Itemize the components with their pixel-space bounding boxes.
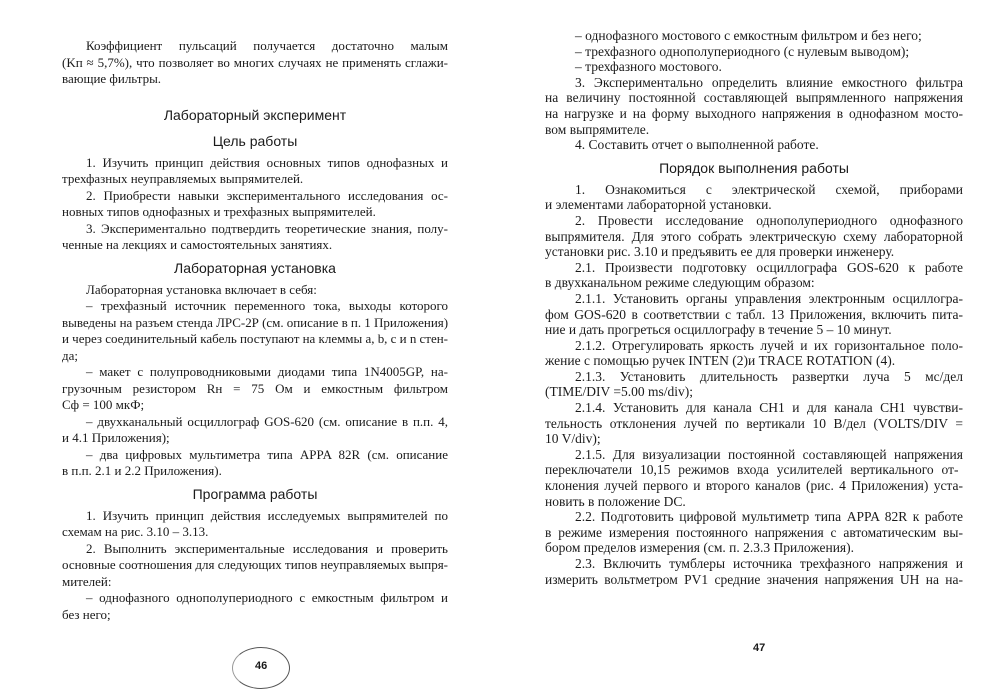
text-line-content: 2.2. Подготовить цифровой мультиметр типа APPA 82R к работе xyxy=(575,509,963,525)
text-line-content: 2.1. Произвести подготовку осциллографа GOS-620 к работе xyxy=(575,259,963,275)
text-line-content: 2. Провести исследование однополупериодного однофазного xyxy=(575,212,963,228)
paragraph xyxy=(62,221,448,254)
text-line xyxy=(545,494,963,510)
text-line-content: 10 V/div); xyxy=(545,431,601,447)
text-line xyxy=(62,71,448,88)
text-line xyxy=(62,298,448,315)
text-line-content: и элементами лабораторной установки. xyxy=(545,197,772,213)
text-line xyxy=(62,364,448,381)
text-line-content: 2.1.4. Установить для канала CH1 и для канала CH1 чувстви- xyxy=(575,400,963,416)
text-line-content: вающие фильтры. xyxy=(62,71,162,86)
text-line-content: – трехфазный источник переменного тока, выходы которого xyxy=(86,298,448,313)
text-line-content: основные соотношения для следующих типов неуправляемых выпря- xyxy=(62,557,448,572)
text-line xyxy=(545,307,963,323)
paragraph xyxy=(545,369,963,400)
text-line xyxy=(545,322,963,338)
text-line-content: 2.3. Включить тумблеры источника трехфазного напряжения и xyxy=(575,556,963,571)
text-line xyxy=(62,331,448,348)
page-number-left: 46 xyxy=(255,660,268,672)
paragraph xyxy=(62,364,448,414)
text-line-content: 2.1.1. Установить органы управления электронным осциллогра- xyxy=(575,290,963,306)
text-line-content: Лабораторная установка включает в себя: xyxy=(86,281,317,297)
paragraph xyxy=(62,541,448,591)
text-line xyxy=(545,44,963,60)
section-heading: Цель работы xyxy=(212,132,298,149)
paragraph xyxy=(545,260,963,291)
text-line xyxy=(62,607,448,624)
text-line-content: 1. Изучить принцип действия исследуемых выпрямителей по xyxy=(86,507,448,523)
text-line xyxy=(62,188,448,205)
text-line-content: жение с помощью ручек INTEN (2)и TRACE ROTATION (4). xyxy=(545,353,896,369)
text-line-content: (Kп ≈ 5,7%), что позволяет во многих случаях не применять сглажи- xyxy=(62,54,448,70)
paragraph xyxy=(545,556,963,587)
text-line xyxy=(545,525,963,541)
text-line-content: да; xyxy=(62,347,78,363)
text-line xyxy=(62,541,448,558)
text-line xyxy=(62,430,448,447)
text-line-content: – два цифровых мультиметра типа APPA 82R (см. описание xyxy=(86,446,448,462)
text-line xyxy=(62,204,448,221)
text-line xyxy=(62,348,448,365)
right-page-text xyxy=(545,28,963,587)
text-line xyxy=(62,590,448,607)
text-line-content: клонения лучей первого и второго каналов (рис. 4 Приложения) уста- xyxy=(545,478,963,494)
right-page xyxy=(503,0,1006,697)
paragraph xyxy=(545,338,963,369)
text-line-content: – трехфазного мостового. xyxy=(575,59,722,75)
paragraph xyxy=(545,137,963,153)
text-line-content: – макет с полупроводниковыми диодами типа 1N4005GP, на- xyxy=(86,364,448,379)
text-line xyxy=(545,338,963,354)
text-line xyxy=(545,478,963,494)
text-line-content: выведены на разъем стенда ЛРС-2Р (см. описание в п. 1 Приложения) xyxy=(62,314,449,330)
text-line-content: на величину постоянной составляющей выпрямленного напряжения xyxy=(545,90,963,106)
text-line-content: установки рис. 3.10 и предъявить ее для проверки инженеру. xyxy=(545,244,895,260)
text-line-content: 2. Приобрести навыки экспериментального исследования ос- xyxy=(86,187,448,203)
paragraph xyxy=(62,282,448,299)
text-line xyxy=(545,509,963,525)
paragraph xyxy=(545,182,963,213)
text-line-content: новить в положение DC. xyxy=(545,493,686,509)
paragraph xyxy=(545,28,963,44)
paragraph xyxy=(545,59,963,75)
text-line xyxy=(62,557,448,574)
text-line-content: переключатели 10,15 режимов входа усилителей вертикального от- xyxy=(545,462,959,478)
text-line-content: ченные на лекциях и самостоятельных занятиях. xyxy=(62,237,333,252)
text-line xyxy=(545,447,963,463)
paragraph xyxy=(545,75,963,137)
section-heading: Лабораторная установка xyxy=(174,259,336,276)
text-line-content: в п.п. 2.1 и 2.2 Приложения). xyxy=(62,463,222,478)
text-line-content: грузочным резистором Rн = 75 Ом и емкостным фильтром xyxy=(62,380,448,396)
text-line xyxy=(545,353,963,369)
text-line-content: схемам на рис. 3.10 – 3.13. xyxy=(62,524,209,539)
text-line xyxy=(545,90,963,106)
paragraph xyxy=(62,508,448,541)
text-line-content: (TIME/DIV =5.00 ms/div); xyxy=(545,384,693,400)
text-line xyxy=(62,55,448,72)
paragraph xyxy=(62,447,448,480)
text-line-content: бором пределов измерения (см. п. 2.3.3 Приложения). xyxy=(545,540,855,556)
text-line xyxy=(545,28,963,44)
text-line-content: ние и дать прогреться осциллографу в течение 5 – 10 минут. xyxy=(545,322,892,338)
text-line-content: – однофазного однополупериодного с емкостным фильтром и xyxy=(86,590,448,605)
text-line xyxy=(545,431,963,447)
text-line xyxy=(62,221,448,238)
text-line-content: новных типов однофазных и трехфазных выпрямителей. xyxy=(62,204,376,219)
text-line xyxy=(62,574,448,591)
text-line xyxy=(545,572,963,588)
text-line xyxy=(545,275,963,291)
text-line-content: без него; xyxy=(62,606,111,622)
text-line xyxy=(545,197,963,213)
text-line xyxy=(62,381,448,398)
text-line xyxy=(62,38,448,55)
text-line xyxy=(545,384,963,400)
text-line-content: 2.1.3. Установить длительность развертки луча 5 мс/дел xyxy=(575,368,963,384)
text-line xyxy=(545,416,963,432)
text-line-content: и через соединительный кабель поступают на клеммы a, b, c и n стен- xyxy=(62,331,448,346)
paragraph xyxy=(545,447,963,509)
text-line xyxy=(62,155,448,172)
text-line-content: трехфазных неуправляемых выпрямителей. xyxy=(62,171,304,186)
text-line-content: мителей: xyxy=(62,573,112,589)
text-line-content: 2.1.5. Для визуализации постоянной составляющей напряжения xyxy=(575,446,963,462)
text-line-content: 3. Экспериментально определить влияние емкостного фильтра xyxy=(575,74,963,90)
text-line xyxy=(62,414,448,431)
text-line xyxy=(62,508,448,525)
paragraph xyxy=(545,44,963,60)
text-line-content: 4. Составить отчет о выполненной работе. xyxy=(575,137,819,153)
paragraph xyxy=(62,414,448,447)
text-line-content: тельность отклонения лучей по вертикали 10 В/дел (VOLTS/DIV = xyxy=(545,415,963,431)
paragraph xyxy=(545,400,963,447)
text-line-content: измерить вольтметром PV1 средние значения напряжения UН на на- xyxy=(545,571,963,587)
text-line-content: – двухканальный осциллограф GOS-620 (см. описание в п.п. 4, xyxy=(86,413,448,429)
text-line xyxy=(545,244,963,260)
text-line xyxy=(545,540,963,556)
text-line-content: фом GOS-620 в соответствии с табл. 13 Приложения, включить пита- xyxy=(545,306,963,322)
text-line xyxy=(545,59,963,75)
text-line xyxy=(62,397,448,414)
text-line xyxy=(62,237,448,254)
text-line-content: на нагрузке и на форму выходного напряжения в однофазном мосто- xyxy=(545,105,963,121)
text-line xyxy=(62,282,448,299)
text-line xyxy=(545,462,963,478)
text-line xyxy=(62,463,448,480)
page-number-right: 47 xyxy=(753,642,766,654)
section-heading: Лабораторный эксперимент xyxy=(163,106,347,123)
text-line xyxy=(545,291,963,307)
text-line xyxy=(545,213,963,229)
text-line-content: вом выпрямителе. xyxy=(545,121,650,137)
text-line-content: 2. Выполнить экспериментальные исследования и проверить xyxy=(86,540,448,556)
text-line xyxy=(545,400,963,416)
text-line xyxy=(545,122,963,138)
text-line-content: выпрямителя. Для этого собрать электрическую схему лабораторной xyxy=(545,228,963,244)
text-line xyxy=(62,171,448,188)
paragraph xyxy=(545,291,963,338)
text-line xyxy=(545,182,963,198)
text-line xyxy=(545,556,963,572)
text-line-content: 3. Экспериментально подтвердить теоретические знания, полу- xyxy=(86,220,448,236)
text-line xyxy=(545,106,963,122)
text-line-content: Cф = 100 мкФ; xyxy=(62,397,145,412)
text-line-content: – трехфазного однополупериодного (с нулевым выводом); xyxy=(575,43,910,59)
text-line xyxy=(545,75,963,91)
text-line-content: и 4.1 Приложения); xyxy=(62,430,170,445)
paragraph xyxy=(62,38,448,88)
text-line-content: в двухканальном режиме следующим образом: xyxy=(545,275,815,291)
text-line-content: Коэффициент пульсаций получается достаточно малым xyxy=(86,38,448,53)
section-heading: Порядок выполнения работы xyxy=(659,159,849,176)
paragraph xyxy=(62,155,448,188)
text-line-content: в режиме измерения постоянного напряжения с автоматическим вы- xyxy=(545,524,963,540)
paragraph xyxy=(545,509,963,556)
text-line xyxy=(62,447,448,464)
text-line-content: 1. Ознакомиться с электрической схемой, приборами xyxy=(575,181,963,197)
text-line xyxy=(545,369,963,385)
text-line xyxy=(545,137,963,153)
section-heading: Программа работы xyxy=(192,485,318,502)
text-line xyxy=(545,229,963,245)
text-line-content: – однофазного мостового с емкостным фильтром и без него; xyxy=(575,28,922,43)
paragraph xyxy=(62,590,448,623)
paragraph xyxy=(545,213,963,260)
text-line xyxy=(545,260,963,276)
text-line xyxy=(62,524,448,541)
paragraph xyxy=(62,188,448,221)
left-page-text xyxy=(62,38,448,623)
text-line xyxy=(62,315,448,332)
paragraph xyxy=(62,298,448,364)
text-line-content: 2.1.2. Отрегулировать яркость лучей и их горизонтальное поло- xyxy=(575,337,963,353)
text-line-content: 1. Изучить принцип действия основных типов однофазных и xyxy=(86,154,448,170)
